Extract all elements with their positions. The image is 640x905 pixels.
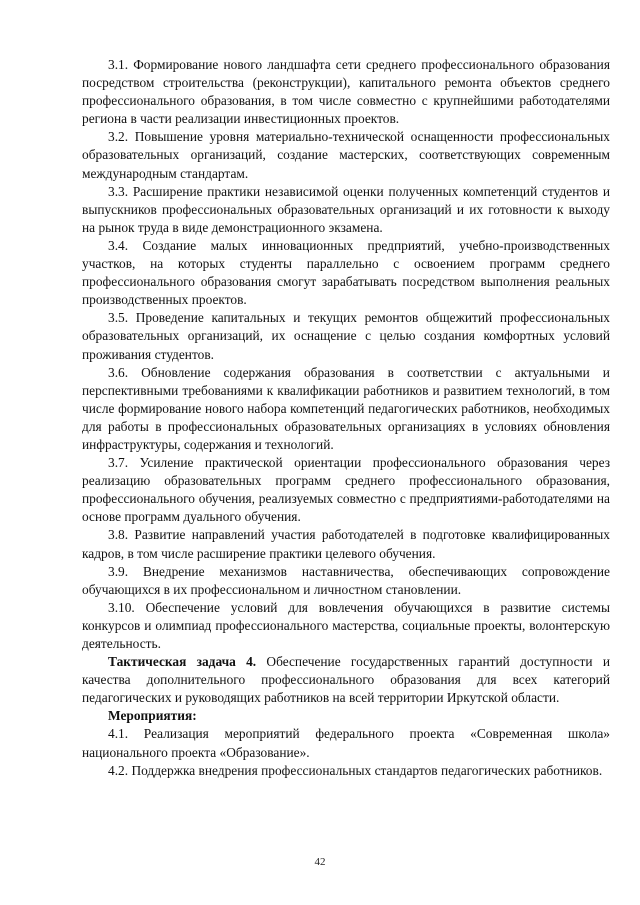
paragraph-number: 3.2. — [108, 129, 129, 145]
paragraph-3-3 — [82, 183, 610, 237]
paragraph-text: Внедрение механизмов наставничества, обеспечивающих сопровождение обучающихся в их профессиональном и личностном становлении. — [82, 563, 610, 597]
paragraph-text: Развитие направлений участия работодателей в подготовке квалифицированных кадров, в том числе расширение практики целевого обучения. — [82, 527, 610, 561]
measure-4-2 — [82, 762, 610, 780]
measure-number: 4.1. — [108, 726, 129, 742]
paragraph-text: Повышение уровня материально-технической оснащенности профессиональных образовательных организаций, создание мастерских, соответствующих современным международным стандартам. — [82, 129, 610, 181]
tactical-task-label: Тактическая задача 4. — [108, 654, 257, 670]
paragraph-text: Усиление практической ориентации профессионального образования через реализацию образовательных программ среднего профессионального образования, профессионального обучения, реализуемых совместно с предприятиями-работодателями на основе программ дуального обучения. — [82, 455, 610, 525]
paragraph-3-1 — [82, 56, 610, 128]
paragraph-number: 3.5. — [108, 310, 129, 326]
measure-4-1 — [82, 725, 610, 761]
paragraph-3-2 — [82, 128, 610, 182]
paragraph-number: 3.10. — [108, 599, 135, 615]
paragraph-3-6 — [82, 364, 610, 454]
tactical-task-paragraph — [82, 653, 610, 707]
paragraph-number: 3.1. — [108, 57, 129, 72]
paragraph-number: 3.3. — [108, 183, 129, 199]
paragraph-3-9 — [82, 563, 610, 599]
paragraph-text: Обеспечение условий для вовлечения обучающихся в развитие системы конкурсов и олимпиад профессионального мастерства, социальные проекты, волонтерскую деятельность. — [82, 599, 610, 651]
paragraph-3-4 — [82, 237, 610, 309]
tactical-task-text: Обеспечение государственных гарантий доступности и качества дополнительного профессионального образования для всех категорий педагогических и руководящих работников на всей территории Иркутской области. — [82, 654, 610, 706]
measure-text: Реализация мероприятий федерального проекта «Современная школа» национального проекта «Образование». — [82, 726, 610, 760]
measure-text: Поддержка внедрения профессиональных стандартов педагогических работников. — [131, 762, 603, 778]
measure-number: 4.2. — [108, 762, 129, 778]
measures-heading: Мероприятия: — [108, 708, 197, 724]
paragraph-3-8 — [82, 526, 610, 562]
paragraph-3-10 — [82, 599, 610, 653]
paragraph-text: Создание малых инновационных предприятий, учебно-производственных участков, на которых студенты параллельно с освоением программ среднего профессионального образования смогут зарабатывать посредством выполнения реальных производственных проектов. — [82, 237, 610, 308]
paragraph-3-5 — [82, 309, 610, 363]
page-number: 42 — [314, 856, 326, 868]
paragraph-number: 3.8. — [108, 527, 129, 543]
paragraph-text: Формирование нового ландшафта сети среднего профессионального образования посредством строительства (реконструкции), капитального ремонта объектов среднего профессионального образования, в том числе совместно с крупнейшими работодателями региона в части реализации инвестиционных проектов. — [82, 57, 610, 127]
paragraph-number: 3.6. — [108, 364, 129, 380]
paragraph-number: 3.7. — [108, 455, 129, 471]
paragraph-text: Расширение практики независимой оценки полученных компетенций студентов и выпускников профессиональных образовательных организаций и их готовности к выходу на рынок труда в виде демонстрационного экзамена. — [82, 183, 610, 235]
paragraph-text: Проведение капитальных и текущих ремонтов общежитий профессиональных образовательных организаций, их оснащение с целью создания комфортных условий проживания студентов. — [82, 310, 610, 362]
paragraph-text: Обновление содержания образования в соответствии с актуальными и перспективными требованиями к квалификации работников и развитием технологий, в том числе формирование нового набора компетенций педагогических работников, необходимых для работы в профессиональных образовательных организациях в условиях обновления инфраструктуры, содержания и технологий. — [82, 364, 610, 452]
paragraph-3-7 — [82, 454, 610, 526]
document-page — [82, 56, 610, 780]
paragraph-number: 3.4. — [108, 237, 129, 253]
paragraph-number: 3.9. — [108, 563, 129, 579]
